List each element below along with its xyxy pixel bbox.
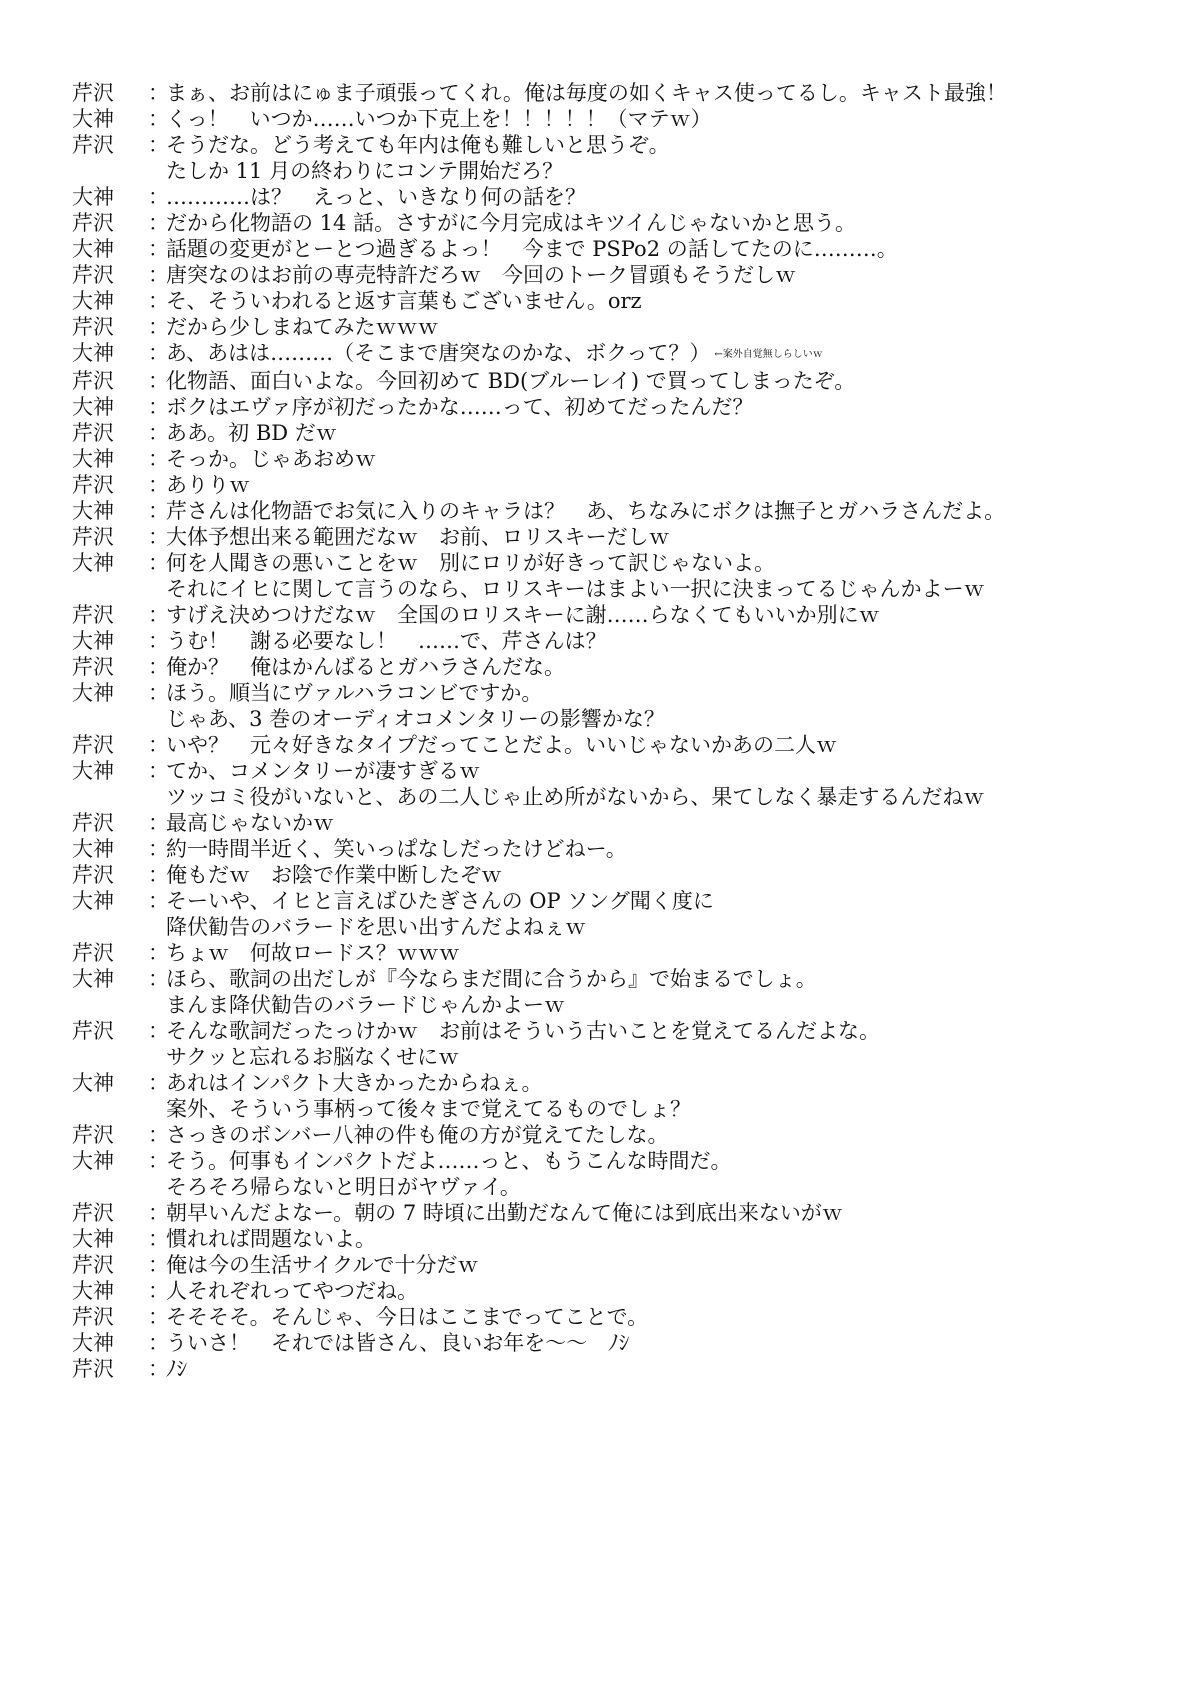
speaker-separator: ： xyxy=(148,341,169,365)
utterance-line xyxy=(166,680,1172,706)
speaker-name: 芹沢 xyxy=(72,524,114,549)
dialogue-entry xyxy=(72,680,1172,732)
speaker-separator: ： xyxy=(148,498,169,523)
dialogue-entry xyxy=(72,236,1172,262)
utterance xyxy=(166,888,1172,940)
utterance-text: あ、あはは………（そこまで唐突なのかな、ボクって？） xyxy=(166,341,711,365)
utterance-text: ほら、歌詞の出だしが『今ならまだ間に合うから』で始まるでしょ。 xyxy=(166,966,817,991)
utterance-text: そ、そういわれると返す言葉もございません。orz xyxy=(166,289,642,313)
speaker-name: 芹沢 xyxy=(72,472,114,497)
speaker-separator: ： xyxy=(148,368,169,393)
utterance xyxy=(166,236,1172,262)
utterance-text: まぁ、お前はにゅま子頑張ってくれ。俺は毎度の如くキャス使ってるし。キャスト最強！ xyxy=(166,81,1007,105)
utterance-line xyxy=(166,654,1172,680)
utterance-text: あれはインパクト大きかったからねぇ。 xyxy=(166,1070,543,1095)
speaker-name: 芹沢 xyxy=(72,810,114,835)
utterance-text: そんな歌詞だったっけかｗ お前はそういう古いことを覚えてるんだよな。 xyxy=(166,1018,880,1043)
dialogue-entry xyxy=(72,524,1172,550)
speaker-separator: ： xyxy=(148,185,169,209)
dialogue-entry xyxy=(72,80,1172,106)
utterance xyxy=(166,446,1172,472)
dialogue-entry xyxy=(72,368,1172,394)
speaker-separator: ： xyxy=(148,81,169,105)
dialogue-entry xyxy=(72,1252,1172,1278)
utterance-text: ﾉｼ xyxy=(166,1356,187,1381)
utterance-text: 俺もだｗ お陰で作業中断したぞｗ xyxy=(166,862,502,887)
dialogue-entry xyxy=(72,1278,1172,1304)
speaker-name: 大神 xyxy=(72,550,114,575)
speaker-separator: ： xyxy=(148,133,169,157)
dialogue-entry xyxy=(72,1226,1172,1252)
speaker-name: 芹沢 xyxy=(72,263,114,287)
utterance-line xyxy=(166,1252,1172,1278)
utterance-line xyxy=(166,1226,1172,1252)
speaker-separator: ： xyxy=(148,940,169,965)
utterance-line xyxy=(166,966,1172,992)
utterance-line xyxy=(166,184,1172,210)
speaker-separator: ： xyxy=(148,394,169,419)
speaker-separator: ： xyxy=(148,966,169,991)
dialogue-entry xyxy=(72,862,1172,888)
speaker-name: 芹沢 xyxy=(72,1122,114,1147)
utterance xyxy=(166,550,1172,602)
utterance-text: だから化物語の 14 話。さすがに今月完成はキツイんじゃないかと思う。 xyxy=(166,211,857,235)
speaker-name: 芹沢 xyxy=(72,315,114,339)
dialogue-entry xyxy=(72,1122,1172,1148)
utterance-line xyxy=(166,1304,1172,1330)
utterance-text: ういさ！ それでは皆さん、良いお年を～～ ﾉｼ xyxy=(166,1330,630,1355)
dialogue-entry xyxy=(72,132,1172,184)
speaker-name: 大神 xyxy=(72,446,114,471)
speaker-separator: ： xyxy=(148,1226,169,1251)
dialogue-entry xyxy=(72,340,1172,368)
utterance xyxy=(166,420,1172,446)
speaker-separator: ： xyxy=(148,1018,169,1043)
speaker-separator: ： xyxy=(148,602,169,627)
dialogue-entry xyxy=(72,420,1172,446)
speaker-separator: ： xyxy=(148,1252,169,1277)
speaker-name: 芹沢 xyxy=(72,862,114,887)
utterance-text: いや？ 元々好きなタイプだってことだよ。いいじゃないかあの二人ｗ xyxy=(166,732,837,757)
utterance-text: 朝早いんだよなー。朝の 7 時頃に出勤だなんて俺には到底出来ないがｗ xyxy=(166,1200,843,1225)
utterance xyxy=(166,1122,1172,1148)
dialogue-entry xyxy=(72,1304,1172,1330)
utterance-line xyxy=(166,340,1172,368)
utterance-line xyxy=(166,262,1172,288)
utterance-text: 大体予想出来る範囲だなｗ お前、ロリスキーだしｗ xyxy=(166,524,670,549)
speaker-name: 芹沢 xyxy=(72,211,114,235)
utterance-line xyxy=(166,732,1172,758)
utterance-line xyxy=(166,158,1172,184)
speaker-separator: ： xyxy=(148,836,169,861)
dialogue-entry xyxy=(72,888,1172,940)
utterance-text: 降伏勧告のバラードを思い出すんだよねぇｗ xyxy=(166,914,586,939)
speaker-separator: ： xyxy=(148,472,169,497)
utterance-text: 案外、そういう事柄って後々まで覚えてるものでしょ？ xyxy=(166,1096,691,1121)
speaker-name: 芹沢 xyxy=(72,1356,114,1381)
utterance xyxy=(166,862,1172,888)
utterance-line xyxy=(166,940,1172,966)
utterance-line xyxy=(166,992,1172,1018)
utterance-line xyxy=(166,602,1172,628)
speaker-separator: ： xyxy=(148,446,169,471)
utterance-text: 約一時間半近く、笑いっぱなしだったけどねー。 xyxy=(166,836,627,861)
utterance-line xyxy=(166,706,1172,732)
utterance-text: 化物語、面白いよな。今回初めて BD(ブルーレイ) で買ってしまったぞ。 xyxy=(166,368,856,393)
dialogue-entry xyxy=(72,288,1172,314)
utterance-line xyxy=(166,1018,1172,1044)
utterance-line xyxy=(166,862,1172,888)
utterance xyxy=(166,1148,1172,1200)
speaker-name: 大神 xyxy=(72,1070,114,1095)
speaker-separator: ： xyxy=(148,1200,169,1225)
dialogue-entry xyxy=(72,394,1172,420)
utterance-line xyxy=(166,1096,1172,1122)
utterance-text: 最高じゃないかｗ xyxy=(166,810,334,835)
dialogue-entry xyxy=(72,1330,1172,1356)
speaker-name: 芹沢 xyxy=(72,81,114,105)
speaker-separator: ： xyxy=(148,1278,169,1303)
dialogue-entry xyxy=(72,836,1172,862)
utterance xyxy=(166,340,1172,368)
utterance-line xyxy=(166,106,1172,132)
utterance xyxy=(166,966,1172,1018)
utterance-text: ちょｗ 何故ロードス？ｗｗｗ xyxy=(166,940,460,965)
utterance-text: そっか。じゃあおめｗ xyxy=(166,446,376,471)
utterance-line xyxy=(166,524,1172,550)
speaker-name: 大神 xyxy=(72,966,114,991)
speaker-name: 芹沢 xyxy=(72,368,114,393)
utterance-line xyxy=(166,446,1172,472)
utterance xyxy=(166,132,1172,184)
utterance xyxy=(166,732,1172,758)
speaker-separator: ： xyxy=(148,1148,169,1173)
margin-note: ←案外自覚無しらしいｗ xyxy=(714,348,823,360)
utterance-text: てか、コメンタリーが凄すぎるｗ xyxy=(166,758,481,783)
speaker-separator: ： xyxy=(148,211,169,235)
speaker-separator: ： xyxy=(148,732,169,757)
utterance xyxy=(166,472,1172,498)
speaker-name: 大神 xyxy=(72,341,114,365)
utterance-text: 唐突なのはお前の専売特許だろｗ 今回のトーク冒頭もそうだしｗ xyxy=(166,263,796,287)
utterance xyxy=(166,1252,1172,1278)
speaker-name: 大神 xyxy=(72,498,114,523)
speaker-name: 芹沢 xyxy=(72,1200,114,1225)
utterance-line xyxy=(166,314,1172,340)
speaker-name: 大神 xyxy=(72,289,114,313)
dialogue-entry xyxy=(72,966,1172,1018)
utterance-line xyxy=(166,420,1172,446)
utterance xyxy=(166,288,1172,314)
speaker-name: 大神 xyxy=(72,185,114,209)
utterance-line xyxy=(166,628,1172,654)
dialogue-entry xyxy=(72,940,1172,966)
speaker-separator: ： xyxy=(148,758,169,783)
speaker-name: 大神 xyxy=(72,628,114,653)
speaker-separator: ： xyxy=(148,1356,169,1381)
utterance xyxy=(166,1304,1172,1330)
utterance-text: ほう。順当にヴァルハラコンビですか。 xyxy=(166,680,543,705)
speaker-name: 芹沢 xyxy=(72,1018,114,1043)
utterance-line xyxy=(166,576,1172,602)
utterance-text: 人それぞれってやつだね。 xyxy=(166,1278,418,1303)
utterance xyxy=(166,1200,1172,1226)
speaker-separator: ： xyxy=(148,1070,169,1095)
dialogue-entry xyxy=(72,628,1172,654)
speaker-name: 芹沢 xyxy=(72,133,114,157)
speaker-name: 大神 xyxy=(72,237,114,261)
speaker-name: 大神 xyxy=(72,1330,114,1355)
speaker-name: 芹沢 xyxy=(72,940,114,965)
utterance xyxy=(166,602,1172,628)
utterance-text: さっきのボンバー八神の件も俺の方が覚えてたしな。 xyxy=(166,1122,669,1147)
speaker-name: 芹沢 xyxy=(72,1304,114,1329)
utterance-text: そーいや、イヒと言えばひたぎさんの OP ソング聞く度に xyxy=(166,888,714,913)
dialogue-entry xyxy=(72,472,1172,498)
speaker-separator: ： xyxy=(148,420,169,445)
dialogue-transcript xyxy=(72,80,1172,1382)
dialogue-entry xyxy=(72,1018,1172,1070)
dialogue-entry xyxy=(72,654,1172,680)
utterance xyxy=(166,1018,1172,1070)
utterance xyxy=(166,262,1172,288)
speaker-separator: ： xyxy=(148,680,169,705)
speaker-separator: ： xyxy=(148,1304,169,1329)
utterance-line xyxy=(166,914,1172,940)
utterance-text: そう。何事もインパクトだよ……っと、もうこんな時間だ。 xyxy=(166,1148,732,1173)
dialogue-entry xyxy=(72,1070,1172,1122)
speaker-name: 大神 xyxy=(72,680,114,705)
speaker-separator: ： xyxy=(148,1330,169,1355)
utterance-text: …………は？ えっと、いきなり何の話を？ xyxy=(166,185,586,209)
utterance-text: じゃあ、3 巻のオーディオコメンタリーの影響かな？ xyxy=(166,706,665,731)
utterance-line xyxy=(166,472,1172,498)
utterance xyxy=(166,1330,1172,1356)
speaker-name: 大神 xyxy=(72,758,114,783)
utterance xyxy=(166,498,1172,524)
utterance xyxy=(166,368,1172,394)
utterance-line xyxy=(166,1070,1172,1096)
dialogue-entry xyxy=(72,1200,1172,1226)
speaker-name: 大神 xyxy=(72,888,114,913)
utterance xyxy=(166,758,1172,810)
utterance-text: まんま降伏勧告のバラードじゃんかよーｗ xyxy=(166,992,565,1017)
utterance xyxy=(166,940,1172,966)
utterance-text: そそそそ。そんじゃ、今日はここまでってことで。 xyxy=(166,1304,649,1329)
utterance-line xyxy=(166,1356,1172,1382)
utterance-text: 話題の変更がとーとつ過ぎるよっ！ 今まで PSPo2 の話してたのに………。 xyxy=(166,237,898,261)
utterance xyxy=(166,314,1172,340)
utterance-text: ツッコミ役がいないと、あの二人じゃ止め所がないから、果てしなく暴走するんだねｗ xyxy=(166,784,985,809)
utterance-text: うむ！ 謝る必要なし！ ……で、芹さんは？ xyxy=(166,628,607,653)
utterance xyxy=(166,394,1172,420)
utterance-line xyxy=(166,132,1172,158)
utterance-line xyxy=(166,1044,1172,1070)
utterance-text: たしか 11 月の終わりにコンテ開始だろ？ xyxy=(166,159,564,183)
utterance-line xyxy=(166,1148,1172,1174)
dialogue-entry xyxy=(72,550,1172,602)
utterance-line xyxy=(166,498,1172,524)
speaker-name: 芹沢 xyxy=(72,1252,114,1277)
speaker-name: 芹沢 xyxy=(72,602,114,627)
utterance-line xyxy=(166,288,1172,314)
speaker-name: 大神 xyxy=(72,107,114,131)
utterance-line xyxy=(166,810,1172,836)
dialogue-entry xyxy=(72,810,1172,836)
utterance-text: ボクはエヴァ序が初だったかな……って、初めてだったんだ？ xyxy=(166,394,754,419)
utterance-line xyxy=(166,888,1172,914)
utterance xyxy=(166,1070,1172,1122)
utterance-text: すげえ決めつけだなｗ 全国のロリスキーに謝……らなくてもいいか別にｗ xyxy=(166,602,880,627)
dialogue-entry xyxy=(72,602,1172,628)
utterance xyxy=(166,680,1172,732)
speaker-name: 大神 xyxy=(72,394,114,419)
utterance-line xyxy=(166,1278,1172,1304)
dialogue-entry xyxy=(72,210,1172,236)
utterance-text: だから少しまねてみたｗｗｗ xyxy=(166,315,439,339)
utterance-text: くっ！ いつか……いつか下克上を！！！！！（マテｗ） xyxy=(166,107,712,131)
utterance xyxy=(166,106,1172,132)
speaker-name: 大神 xyxy=(72,1148,114,1173)
speaker-separator: ： xyxy=(148,263,169,287)
speaker-separator: ： xyxy=(148,289,169,313)
speaker-separator: ： xyxy=(148,550,169,575)
speaker-name: 芹沢 xyxy=(72,732,114,757)
utterance xyxy=(166,1226,1172,1252)
dialogue-entry xyxy=(72,314,1172,340)
speaker-separator: ： xyxy=(148,628,169,653)
utterance xyxy=(166,210,1172,236)
utterance-text: そろそろ帰らないと明日がヤヴァイ。 xyxy=(166,1174,521,1199)
dialogue-entry xyxy=(72,184,1172,210)
utterance xyxy=(166,1356,1172,1382)
utterance xyxy=(166,628,1172,654)
speaker-name: 大神 xyxy=(72,836,114,861)
speaker-separator: ： xyxy=(148,315,169,339)
speaker-name: 芹沢 xyxy=(72,420,114,445)
utterance-line xyxy=(166,836,1172,862)
dialogue-entry xyxy=(72,732,1172,758)
utterance-text: そうだな。どう考えても年内は俺も難しいと思うぞ。 xyxy=(166,133,670,157)
speaker-name: 大神 xyxy=(72,1278,114,1303)
utterance-text: ああ。初 BD だｗ xyxy=(166,420,337,445)
speaker-separator: ： xyxy=(148,654,169,679)
utterance-line xyxy=(166,236,1172,262)
utterance-text: 芹さんは化物語でお気に入りのキャラは？ あ、ちなみにボクは撫子とガハラさんだよ。 xyxy=(166,498,1006,523)
dialogue-entry xyxy=(72,1356,1172,1382)
utterance xyxy=(166,80,1172,106)
speaker-separator: ： xyxy=(148,237,169,261)
utterance xyxy=(166,184,1172,210)
utterance-line xyxy=(166,1200,1172,1226)
utterance xyxy=(166,810,1172,836)
speaker-name: 芹沢 xyxy=(72,654,114,679)
utterance-line xyxy=(166,758,1172,784)
utterance-text: それにイヒに関して言うのなら、ロリスキーはまよい一択に決まってるじゃんかよーｗ xyxy=(166,576,985,601)
speaker-separator: ： xyxy=(148,862,169,887)
utterance-line xyxy=(166,80,1172,106)
utterance-line xyxy=(166,394,1172,420)
utterance-text: 俺は今の生活サイクルで十分だｗ xyxy=(166,1252,479,1277)
utterance xyxy=(166,524,1172,550)
utterance xyxy=(166,1278,1172,1304)
dialogue-entry xyxy=(72,498,1172,524)
utterance-line xyxy=(166,1330,1172,1356)
speaker-separator: ： xyxy=(148,107,169,131)
utterance-text: 慣れれば問題ないよ。 xyxy=(166,1226,376,1251)
dialogue-entry xyxy=(72,446,1172,472)
speaker-separator: ： xyxy=(148,888,169,913)
utterance xyxy=(166,654,1172,680)
utterance-line xyxy=(166,210,1172,236)
speaker-separator: ： xyxy=(148,810,169,835)
utterance xyxy=(166,836,1172,862)
utterance-text: 俺か？ 俺はかんばるとガハラさんだな。 xyxy=(166,654,565,679)
utterance-text: サクッと忘れるお脳なくせにｗ xyxy=(166,1044,460,1069)
speaker-separator: ： xyxy=(148,1122,169,1147)
dialogue-entry xyxy=(72,1148,1172,1200)
speaker-separator: ： xyxy=(148,524,169,549)
dialogue-entry xyxy=(72,262,1172,288)
utterance-line xyxy=(166,550,1172,576)
utterance-text: ありりｗ xyxy=(166,472,250,497)
utterance-text: 何を人聞きの悪いことをｗ 別にロリが好きって訳じゃないよ。 xyxy=(166,550,775,575)
utterance-line xyxy=(166,784,1172,810)
speaker-name: 大神 xyxy=(72,1226,114,1251)
utterance-line xyxy=(166,1122,1172,1148)
utterance-line xyxy=(166,1174,1172,1200)
dialogue-entry xyxy=(72,758,1172,810)
utterance-line xyxy=(166,368,1172,394)
dialogue-entry xyxy=(72,106,1172,132)
